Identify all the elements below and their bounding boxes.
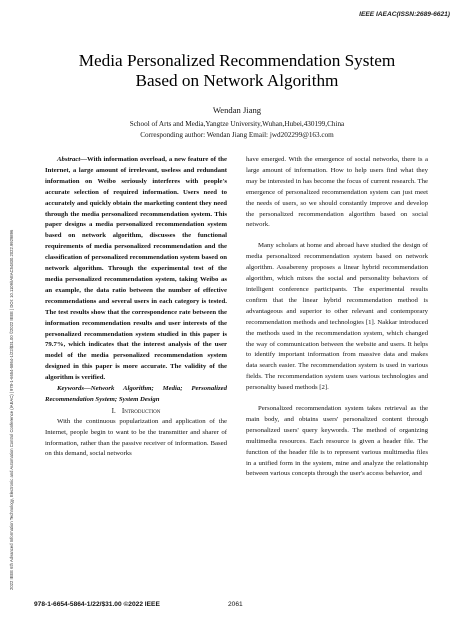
conference-header: IEEE IAEAC(ISSN:2689-6621) (359, 11, 450, 18)
body-paragraph: have emerged. With the emergence of social networks, there is a large amount of information. How to help users find what they may be interested in has become the focus of current research. The emergence of personalized recommendation system can just meet the needs of users, so we should constantly improve and develop the personalized recommendation algorithm based on social network. (246, 156, 428, 229)
section-heading-introduction (45, 406, 227, 417)
affiliation: School of Arts and Media,Yangtze University,Wuhan,Hubei,430199,China (129, 120, 345, 128)
body-paragraph: Personalized recommendation system takes retrieval as the main body, and obtains users' personalized content through personalized users' query keywords. The method of organizing multimedia resources. Each resource is given a header file. The function of the header file is to represent various multimedia files in a unified form in the system, mine and analyze the relationship between various concepts through the user's access behavior, and (246, 405, 428, 478)
keywords-label: Keywords— (57, 385, 91, 393)
abstract-label: Abstract (57, 156, 81, 163)
side-citation-text: 2022 IEEE 6th Advanced Information Technology, Electronic and Automation Control Conference (IAEAC) | 978-1-6654-5864-1/22/$31.00 ©2022 IEEE | DOI: 10.1109/IAEAC54830.2022.9929896 (9, 229, 14, 590)
body-paragraph: Many scholars at home and abroad have studied the design of media personalized recommendation system based on network algorithm. Assabereny proposes a linear hybrid recommendation algorithm, which mixes the social and personality behaviors of intelligent conference participants. The experimental results confirm that the linear hybrid recommendation method is advantageous and superior to other relevant and contemporary recommendation methods and technologies [1]. Nakkar introduced the methods used in the recommendation system, which changed the way of communication between the website and users. It helps to identify important information from massive data and makes data search easier. The recommendation system is used in various fields. The recommendation system uses various technologies and personality based methods [2]. (246, 242, 428, 392)
intro-paragraph: With the continuous popularization and application of the Internet, people begin to want to be the transmitter and sharer of information, rather than the passive receiver of information. Based on this demand, social networks (45, 417, 227, 458)
keywords (45, 384, 227, 406)
abstract-text: —With information overload, a new feature of the Internet, a large amount of irrelevant, useless and redundant information on Weibo seriously interferes with people's accurate selection of required information. Users need to accurately and quickly obtain the marketing content they need through the media personalized recommendation system. This paper designs a media personalized recommendation system based on network algorithm, discusses the functional requirements of media personalized recommendation and the classification of personalized recommendation system based on network algorithm. Through the experimental test of the media personalized recommendation system, taking Weibo as an example, the data ratio between the number of effective recommendations and several users in each category is tested. The test results show that the correspondence rate between the information recommendation results and user interests of the personalized recommendation system studied in this paper is 79.7%, which indicates that the interest analysis of the user model of the media personalized recommendation system designed in this paper is more accurate. The validity of the algorithm is verified. (45, 156, 227, 382)
section-number: I. (111, 406, 116, 415)
abstract (45, 155, 227, 384)
corresponding-author: Corresponding author: Wendan Jiang Email: jwd202299@163.com (140, 131, 334, 139)
title-line-1: Media Personalized Recommendation System (78, 51, 396, 70)
section-title: Introduction (121, 406, 161, 415)
side-citation-strip (0, 100, 12, 590)
left-column (45, 155, 227, 460)
paper-title (40, 51, 434, 91)
author-name: Wendan Jiang (212, 105, 262, 115)
page-number: 2061 (228, 601, 243, 608)
keywords-text: Network Algorithm; Media; Personalized Recommendation System; System Design (45, 385, 227, 403)
title-line-2: Based on Network Algorithm (135, 71, 339, 90)
footer-isbn: 978-1-6654-5864-1/22/$31.00 ©2022 IEEE (34, 601, 160, 608)
right-column (246, 155, 428, 480)
